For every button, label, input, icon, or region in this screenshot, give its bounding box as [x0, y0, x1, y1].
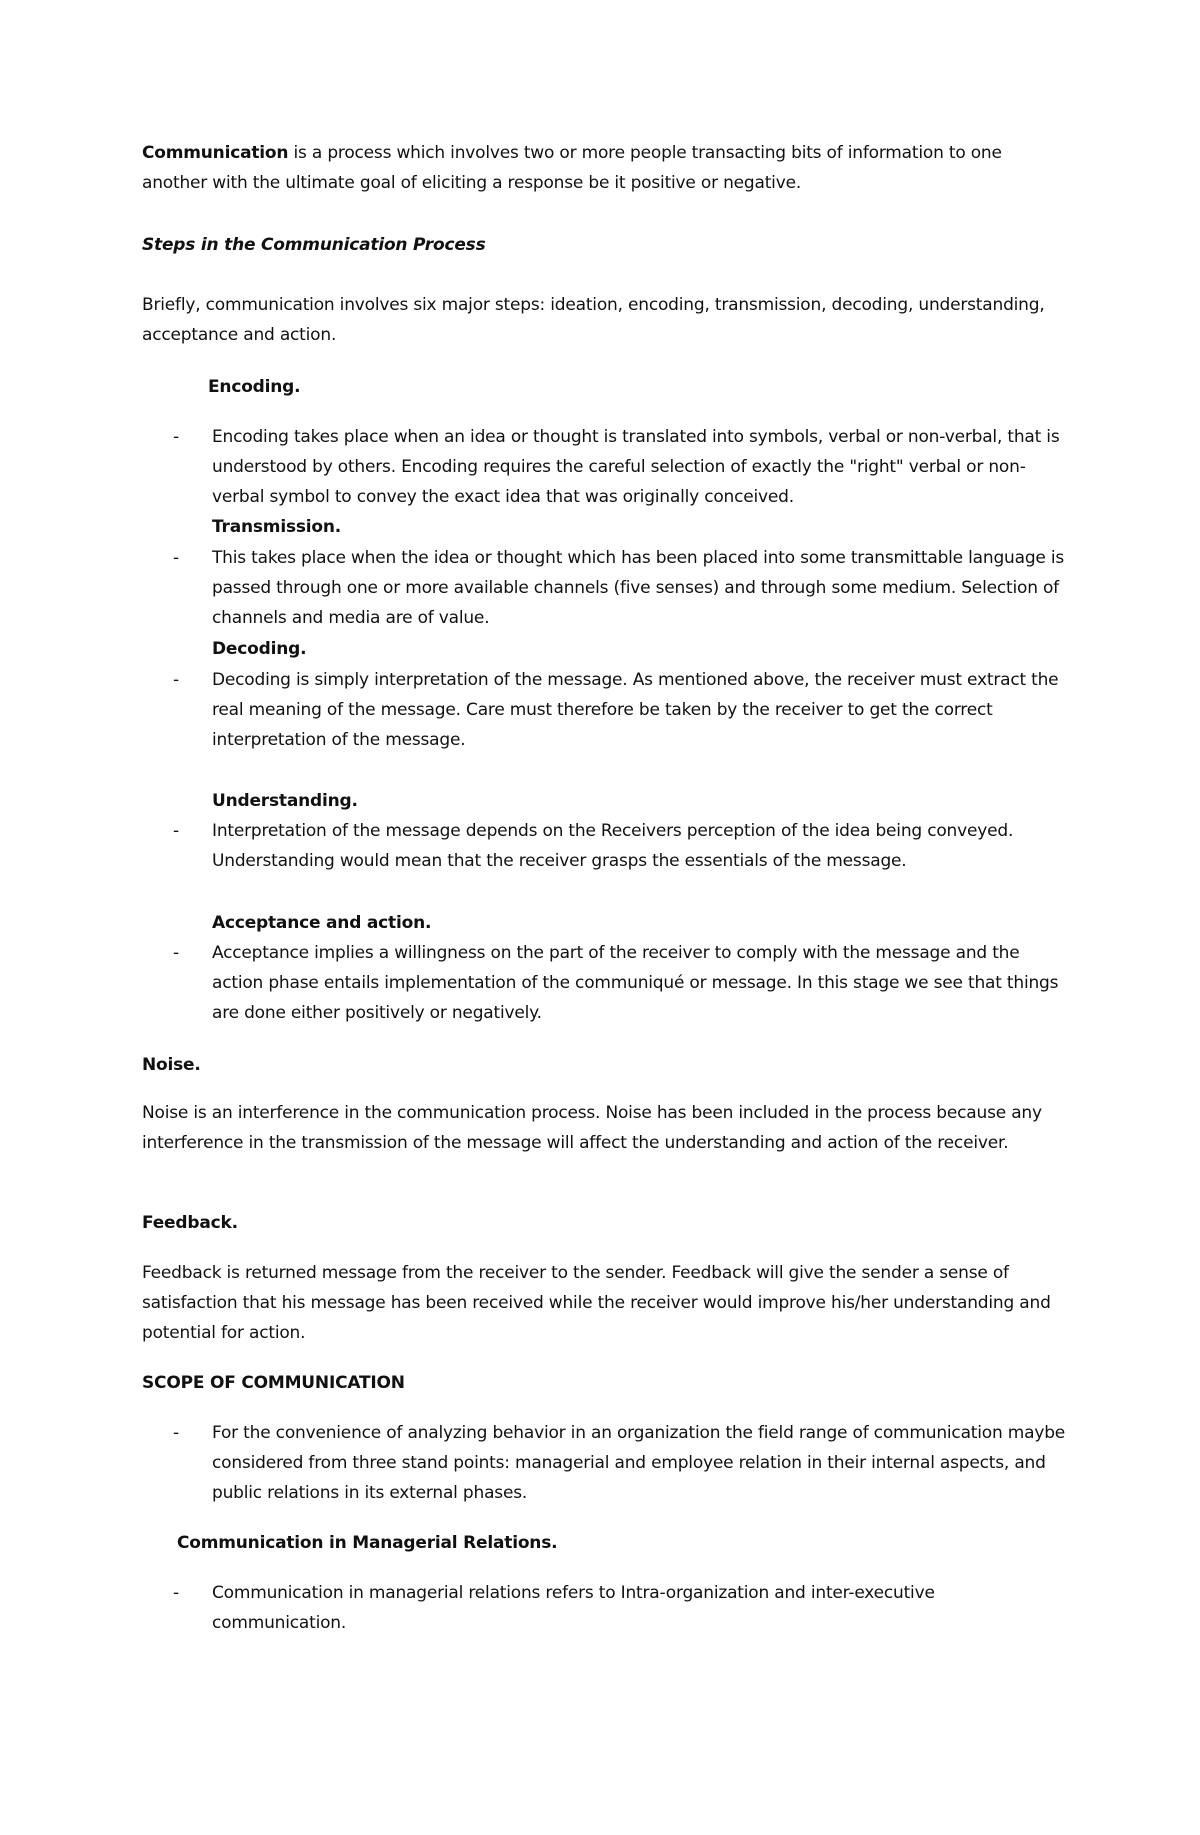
step-heading-transmission: Transmission. [212, 517, 342, 537]
step-text-understanding: Interpretation of the message depends on the Receivers perception of the idea being conveyed. Understanding would mean that the receiver grasps the essentials of the message. [212, 821, 1014, 871]
intro-paragraph [142, 138, 1072, 198]
step-heading-encoding: Encoding. [208, 377, 301, 397]
step-heading-acceptance: Acceptance and action. [212, 913, 432, 933]
steps-heading: Steps in the Communication Process [142, 235, 486, 255]
managerial-text: Communication in managerial relations refers to Intra-organization and inter-executive communication. [212, 1583, 935, 1633]
intro-text: is a process which involves two or more people transacting bits of information to one another with the ultimate goal of eliciting a response be it positive or negative. [142, 143, 1002, 193]
step-text-encoding: Encoding takes place when an idea or thought is translated into symbols, verbal or non-verbal, that is understood by others. Encoding requires the careful selection of exactly the "right" verbal or non-verbal symbol to convey the exact idea that was originally conceived. [212, 427, 1060, 507]
step-text-acceptance: Acceptance implies a willingness on the part of the receiver to comply with the message and the action phase entails implementation of the communiqué or message. In this stage we see that things are done either positively or negatively. [212, 943, 1059, 1023]
scope-text: For the convenience of analyzing behavior in an organization the field range of communication maybe considered from three stand points: managerial and employee relation in their internal aspects, and public relations in its external phases. [212, 1423, 1066, 1503]
managerial-heading: Communication in Managerial Relations. [177, 1533, 558, 1553]
intro-lead-term: Communication [142, 143, 289, 163]
step-text-transmission: This takes place when the idea or thought which has been placed into some transmittable language is passed through one or more available channels (five senses) and through some medium. Selection of channels and media are of value. [212, 548, 1065, 628]
bullet-dash: - [173, 943, 179, 963]
bullet-dash: - [173, 548, 179, 568]
scope-heading: SCOPE OF COMMUNICATION [142, 1373, 405, 1393]
bullet-dash: - [173, 1423, 179, 1443]
step-text-decoding: Decoding is simply interpretation of the message. As mentioned above, the receiver must extract the real meaning of the message. Care must therefore be taken by the receiver to get the correct interpretation of the message. [212, 670, 1059, 750]
bullet-dash: - [173, 427, 179, 447]
step-heading-decoding: Decoding. [212, 639, 307, 659]
bullet-dash: - [173, 1583, 179, 1603]
noise-heading: Noise. [142, 1055, 201, 1075]
bullet-dash: - [173, 821, 179, 841]
steps-summary: Briefly, communication involves six major steps: ideation, encoding, transmission, decoding, understanding, acceptance and action. [142, 295, 1045, 345]
noise-text: Noise is an interference in the communication process. Noise has been included in the process because any interference in the transmission of the message will affect the understanding and action of the receiver. [142, 1103, 1042, 1153]
feedback-text: Feedback is returned message from the receiver to the sender. Feedback will give the sender a sense of satisfaction that his message has been received while the receiver would improve his/her understanding and potential for action. [142, 1263, 1051, 1343]
feedback-heading: Feedback. [142, 1213, 238, 1233]
step-heading-understanding: Understanding. [212, 791, 358, 811]
bullet-dash: - [173, 670, 179, 690]
